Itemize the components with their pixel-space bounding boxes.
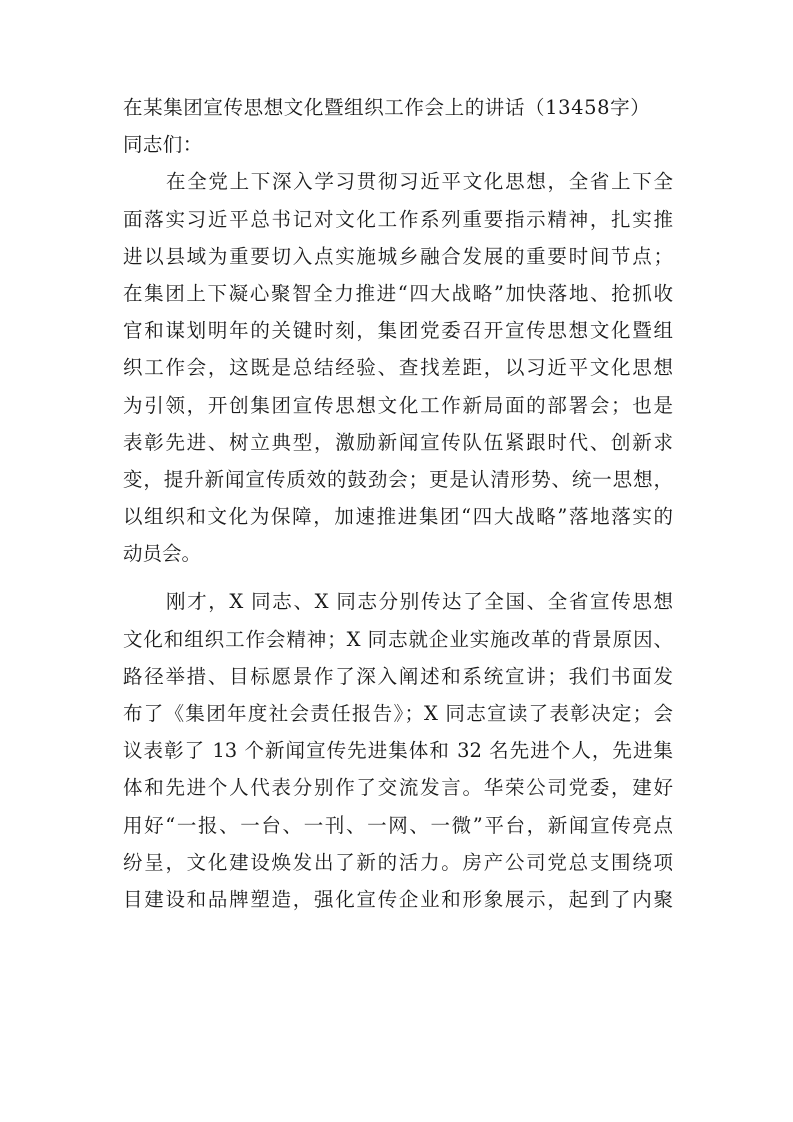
paragraph-2-line: 文化和组织工作会精神；X 同志就企业实施改革的背景原因、 [123, 627, 673, 651]
paragraph-1-line: 进以县域为重要切入点实施城乡融合发展的重要时间节点； [123, 244, 673, 268]
paragraph-1-line: 变，提升新闻宣传质效的鼓劲会；更是认清形势、统一思想， [123, 467, 673, 491]
paragraph-2-line: 用好“一报、一台、一刊、一网、一微”平台，新闻宣传亮点 [123, 813, 673, 837]
salutation: 同志们： [123, 133, 203, 157]
paragraph-2-line: 刚才，X 同志、X 同志分别传达了全国、全省宣传思想 [166, 590, 673, 614]
paragraph-1-line: 为引领，开创集团宣传思想文化工作新局面的部署会；也是 [123, 393, 673, 417]
document-page [123, 89, 673, 918]
paragraph-gap [123, 572, 673, 583]
paragraph-1-line: 官和谋划明年的关键时刻，集团党委召开宣传思想文化暨组 [123, 319, 673, 343]
paragraph-1 [123, 163, 673, 572]
paragraph-1-line: 在全党上下深入学习贯彻习近平文化思想，全省上下全 [166, 170, 673, 194]
paragraph-1-line: 以组织和文化为保障，加速推进集团“四大战略”落地落实的 [123, 505, 673, 529]
paragraph-1-line: 表彰先进、树立典型，激励新闻宣传队伍紧跟时代、创新求 [123, 430, 673, 454]
paragraph-2-line: 路径举措、目标愿景作了深入阐述和系统宣讲；我们书面发 [123, 664, 673, 688]
paragraph-2-line: 纷呈，文化建设焕发出了新的活力。房产公司党总支围绕项 [123, 850, 673, 874]
paragraph-1-line: 面落实习近平总书记对文化工作系列重要指示精神，扎实推 [123, 207, 673, 231]
paragraph-2-line: 体和先进个人代表分别作了交流发言。华荣公司党委，建好 [123, 776, 673, 800]
paragraph-1-line: 织工作会，这既是总结经验、查找差距，以习近平文化思想 [123, 356, 673, 380]
paragraph-2 [123, 583, 673, 918]
paragraph-2-line: 议表彰了 13 个新闻宣传先进集体和 32 名先进个人，先进集 [123, 739, 673, 763]
paragraph-1-line: 动员会。 [123, 542, 202, 566]
paragraph-1-line: 在集团上下凝心聚智全力推进“四大战略”加快落地、抢抓收 [123, 281, 673, 305]
document-title: 在某集团宣传思想文化暨组织工作会上的讲话（13458字） [123, 96, 651, 119]
paragraph-2-line: 布了《集团年度社会责任报告》；X 同志宣读了表彰决定；会 [123, 702, 673, 725]
paragraph-2-line: 目建设和品牌塑造，强化宣传企业和形象展示，起到了内聚 [123, 887, 673, 911]
